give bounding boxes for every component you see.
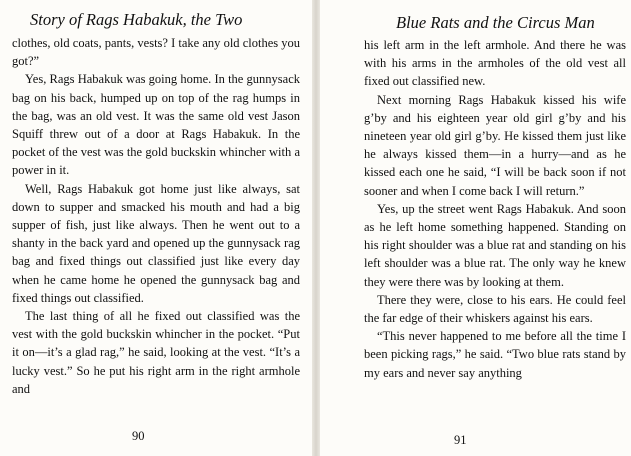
right-page-number: 91: [454, 433, 467, 447]
book-gutter: [312, 0, 320, 456]
paragraph: Yes, up the street went Rags Habakuk. And soon as he left home something happened. Standing on his right shoulder was a blue rat and standing on his left shoulder was a blue rat. The only way he knew they were there was by looking at them.: [364, 201, 626, 289]
right-page: [320, 0, 631, 456]
left-page: [0, 0, 312, 456]
left-page-number: 90: [132, 429, 145, 443]
paragraph: Well, Rags Habakuk got home just like always, sat down to supper and smacked his mouth and had a big supper of fish, just like always. Then he went out to a shanty in the back yard and opened up the gunnysack rag bag and fixed things out classified just like every day when he came home he opened the gunnysack bag and fixed things out classified.: [12, 181, 300, 305]
paragraph: his left arm in the left armhole. And there he was with his arms in the armholes of the old vest all fixed out classified new.: [364, 38, 626, 89]
left-running-head: Story of Rags Habakuk, the Two: [30, 10, 243, 29]
paragraph: The last thing of all he fixed out classified was the vest with the gold buckskin whincher in the pocket. “Put it on—it’s a glad rag,” he said, looking at the vest. “It’s a lucky vest.” So he put his right arm in the right armhole and: [12, 309, 300, 396]
paragraph: clothes, old coats, pants, vests? I take any old clothes you got?”: [12, 36, 300, 69]
paragraph: There they were, close to his ears. He could feel the far edge of their whiskers against his ears.: [364, 292, 626, 326]
paragraph: Yes, Rags Habakuk was going home. In the gunnysack bag on his back, humped up on top of the rag humps in the bag, was an old vest. It was the same old vest Jason Squiff threw out of a door at Rags Habakuk. In the pocket of the vest was the gold buckskin whincher with a power in it.: [12, 72, 300, 178]
right-page-text: [364, 36, 626, 382]
left-page-text: [12, 34, 300, 398]
right-running-head: Blue Rats and the Circus Man: [396, 13, 595, 32]
paragraph: Next morning Rags Habakuk kissed his wife g’by and his eighteen year old girl g’by and his nineteen year old girl g’by. He kissed them just like he always kissed them—in a hurry—and as he kissed each one he said, “I will be back soon if not sooner and when I come back I will return.”: [364, 92, 626, 198]
paragraph: “This never happened to me before all the time I been picking rags,” he said. “Two blue rats stand by my ears and never say anything: [364, 329, 626, 380]
